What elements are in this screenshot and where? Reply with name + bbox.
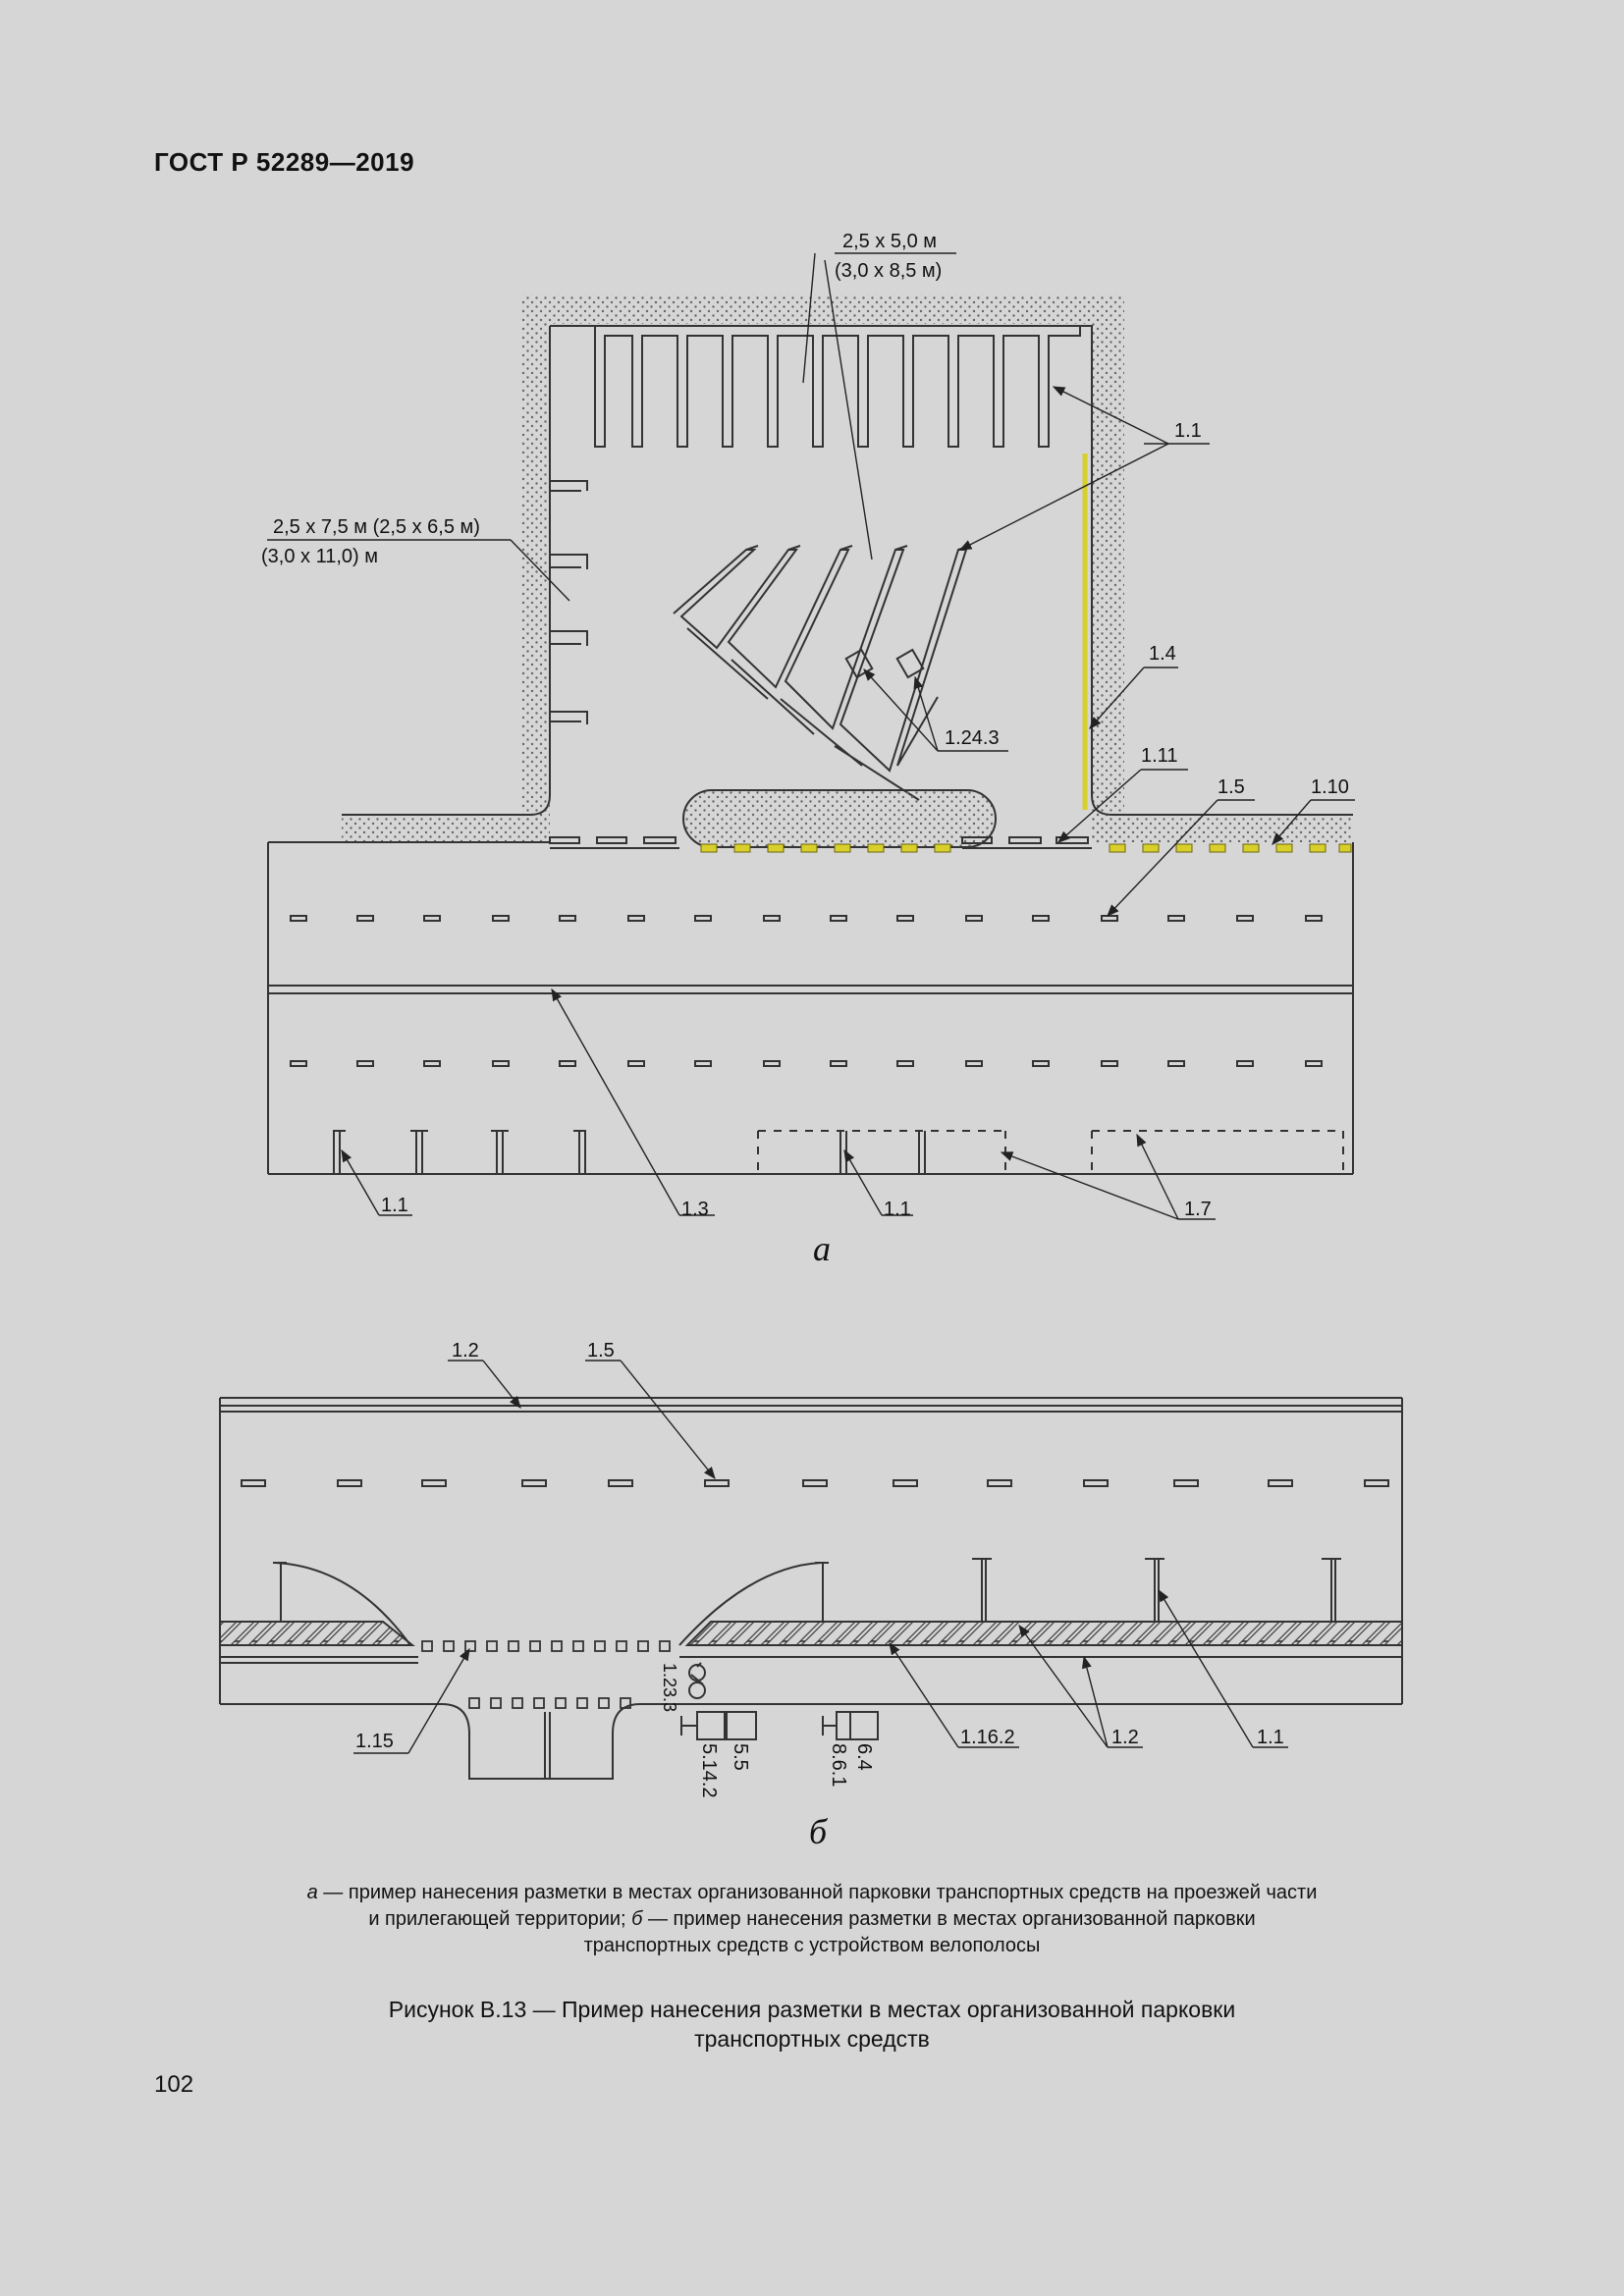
- label-1-11: 1.11: [1141, 745, 1178, 767]
- label-b-1-16-2: 1.16.2: [960, 1727, 1015, 1748]
- label-b-1-15: 1.15: [355, 1731, 394, 1752]
- page-number: 102: [154, 2071, 194, 2098]
- roadway-b: [220, 1398, 1402, 1779]
- figure-caption-line-2: транспортных средств: [694, 2026, 930, 2052]
- callout-labels-b: [355, 1340, 1284, 1851]
- label-stall-large: (3,0 х 8,5 м): [835, 260, 943, 282]
- standard-header: ГОСТ Р 52289—2019: [154, 147, 415, 177]
- label-parallel-large: (3,0 х 11,0) м: [261, 546, 378, 567]
- traffic-island: [683, 790, 996, 847]
- leader-lines-b: [353, 1361, 1288, 1753]
- label-1-4: 1.4: [1149, 643, 1176, 665]
- label-stall-small: 2,5 х 5,0 м: [842, 231, 938, 252]
- figure-a-letter: а: [813, 1229, 831, 1268]
- label-1-5: 1.5: [1218, 776, 1245, 798]
- label-1-1-top: 1.1: [1174, 420, 1202, 442]
- label-b-1-2-bottom: 1.2: [1111, 1727, 1139, 1748]
- label-1-10: 1.10: [1311, 776, 1349, 798]
- bottom-parking-marks-a: [334, 1131, 1343, 1174]
- label-1-1-mid: 1.1: [884, 1199, 911, 1220]
- label-sign-6-4: 6.4: [853, 1743, 875, 1771]
- lane-dashes-a: [291, 916, 1322, 1066]
- subcaption-line-3: транспортных средств с устройством велополосы: [583, 1935, 1041, 1956]
- label-1-7: 1.7: [1184, 1199, 1212, 1220]
- label-b-1-5: 1.5: [587, 1340, 615, 1362]
- label-b-1-2-top: 1.2: [452, 1340, 479, 1362]
- figure-a: [261, 231, 1355, 1268]
- lane-dashes-b: [242, 1480, 1388, 1486]
- sidewalk-area: [342, 294, 1353, 844]
- label-1-3: 1.3: [681, 1199, 709, 1220]
- subcaption-line-2: и прилегающей территории; б — пример нанесения разметки в местах организованной парковки: [368, 1908, 1256, 1930]
- label-1-24-3: 1.24.3: [945, 727, 1000, 749]
- subcaption: [177, 1880, 1447, 1959]
- subcaption-line-1: а — пример нанесения разметки в местах организованной парковки транспортных средств на проезжей части: [306, 1882, 1318, 1903]
- figure-b-letter: б: [809, 1812, 828, 1851]
- crossing-marks-1-15: [422, 1641, 670, 1708]
- label-sign-5-5: 5.5: [730, 1743, 751, 1771]
- label-sign-5-14-2: 5.14.2: [698, 1743, 720, 1798]
- roadway-a: [268, 842, 1353, 1174]
- bike-lane-buffer: [220, 1559, 1402, 1663]
- label-1-1-left: 1.1: [381, 1195, 408, 1216]
- road-signs: [681, 1712, 878, 1739]
- figure-caption: [177, 1995, 1447, 2054]
- label-parallel-small: 2,5 х 7,5 м (2,5 х 6,5 м): [273, 516, 480, 538]
- bicycle-symbol-1-23-3: [689, 1663, 705, 1698]
- label-b-1-23-3: 1.23.3: [660, 1663, 679, 1713]
- figure-caption-line-1: Рисунок В.13 — Пример нанесения разметки в местах организованной парковки: [388, 1997, 1236, 2022]
- label-sign-8-6-1: 8.6.1: [828, 1743, 849, 1788]
- figure-b: [220, 1340, 1402, 1851]
- label-b-1-1: 1.1: [1257, 1727, 1284, 1748]
